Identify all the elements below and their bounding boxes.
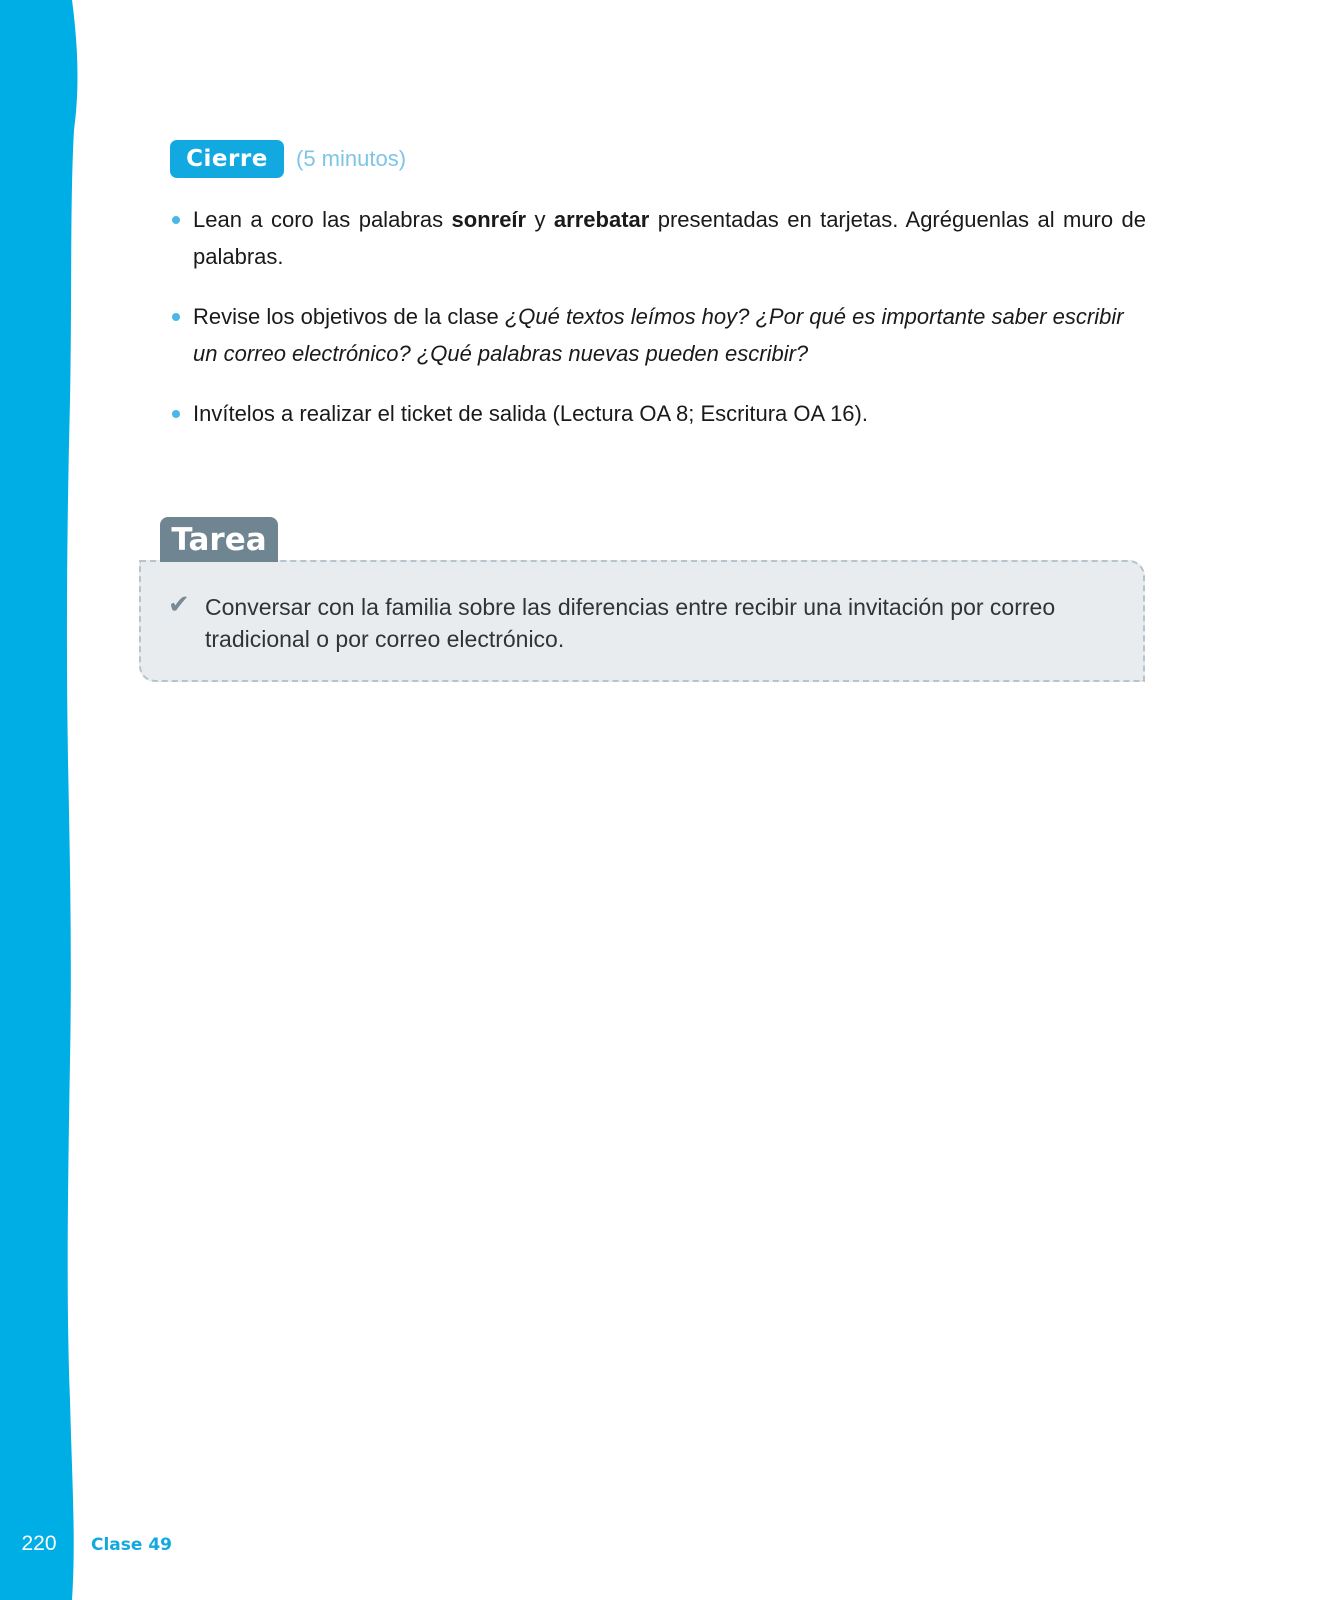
section-duration: (5 minutos) [296,146,407,171]
side-band-shape [0,0,90,1600]
section-badge: Cierre [170,140,284,178]
homework-text: Conversar con la familia sobre las diferencias entre recibir una invitación por correo tradicional o por correo electrónico. [205,594,1056,652]
list-item [170,201,1146,275]
keyword: arrebatar [553,207,650,232]
checkmark-icon: ✔ [168,589,190,619]
list-item [170,395,1146,432]
objective-questions: ¿Qué textos leímos hoy? ¿Por qué es importante saber escribir un correo electrónico? ¿Qué palabras nuevas pueden escribir? [193,304,1124,366]
bullet-text: Invítelos a realizar el ticket de salida (Lectura OA 8; Escritura OA 16). [193,401,868,426]
bullet-text: Lean a coro las palabras [193,207,452,232]
page-number: 220 [21,1532,57,1555]
bullet-text: Revise los objetivos de la clase [193,304,505,329]
section-header [170,140,406,178]
bullet-text: presentadas en tarjetas. Agréguenlas al muro de palabras. [193,207,1146,269]
homework-title: Tarea [160,517,278,562]
side-band [0,0,90,1600]
class-label: Clase 49 [91,1535,172,1555]
bullet-list [170,201,1146,455]
homework-box [139,560,1145,682]
bullet-text: y [526,207,554,232]
list-item [170,298,1146,372]
keyword: sonreír [451,207,527,232]
